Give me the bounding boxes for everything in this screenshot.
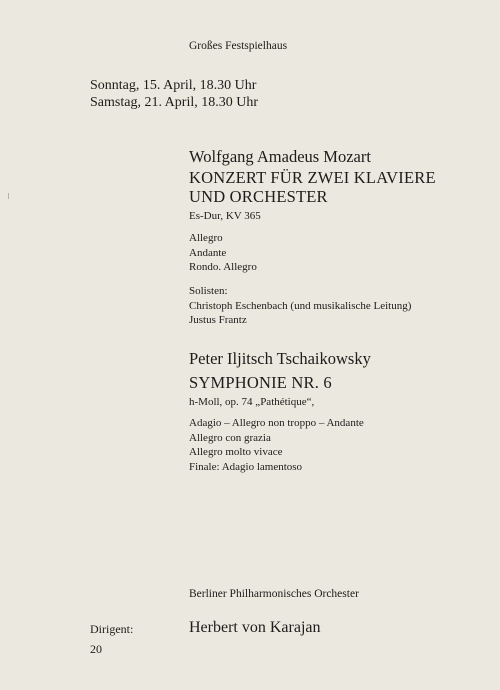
movements-tschaikowsky (189, 416, 364, 474)
movement-item: Rondo. Allegro (189, 261, 257, 273)
movement-item: Andante (189, 246, 227, 259)
soloist-item: Christoph Eschenbach (und musikalische Leitung) (189, 299, 412, 312)
work-title-line-1: SYMPHONIE NR. 6 (189, 373, 332, 392)
conductor-label: Dirigent: (90, 622, 134, 636)
venue: Großes Festspielhaus (189, 40, 288, 52)
soloist-item: Justus Frantz (189, 314, 247, 326)
performance-dates (90, 77, 258, 111)
soloists-label: Solisten: (189, 285, 228, 297)
key-mozart: Es-Dur, KV 365 (189, 210, 261, 222)
work-title-tschaikowsky (189, 373, 332, 392)
margin-mark (8, 193, 9, 199)
conductor-name: Herbert von Karajan (189, 619, 321, 636)
composer-tschaikowsky: Peter Iljitsch Tschaikowsky (189, 349, 371, 368)
key-tschaikowsky: h-Moll, op. 74 „Pathétique“, (189, 396, 315, 408)
orchestra: Berliner Philharmonisches Orchester (189, 588, 359, 600)
movement-item: Allegro molto vivace (189, 446, 283, 458)
work-title-line-2: UND ORCHESTER (189, 187, 328, 206)
date-line-1: Sonntag, 15. April, 18.30 Uhr (90, 78, 257, 93)
work-title-mozart (189, 168, 436, 206)
movement-item: Allegro con grazia (189, 431, 271, 444)
movements-mozart (189, 231, 257, 275)
composer-mozart: Wolfgang Amadeus Mozart (189, 147, 371, 166)
work-title-line-1: KONZERT FÜR ZWEI KLAVIERE (189, 168, 436, 187)
movement-item: Allegro (189, 232, 223, 244)
movement-item: Finale: Adagio lamentoso (189, 460, 303, 473)
movement-item: Adagio – Allegro non troppo – Andante (189, 417, 364, 429)
date-line-2: Samstag, 21. April, 18.30 Uhr (90, 95, 258, 110)
page-number: 20 (90, 642, 102, 656)
soloists-block (189, 284, 411, 328)
